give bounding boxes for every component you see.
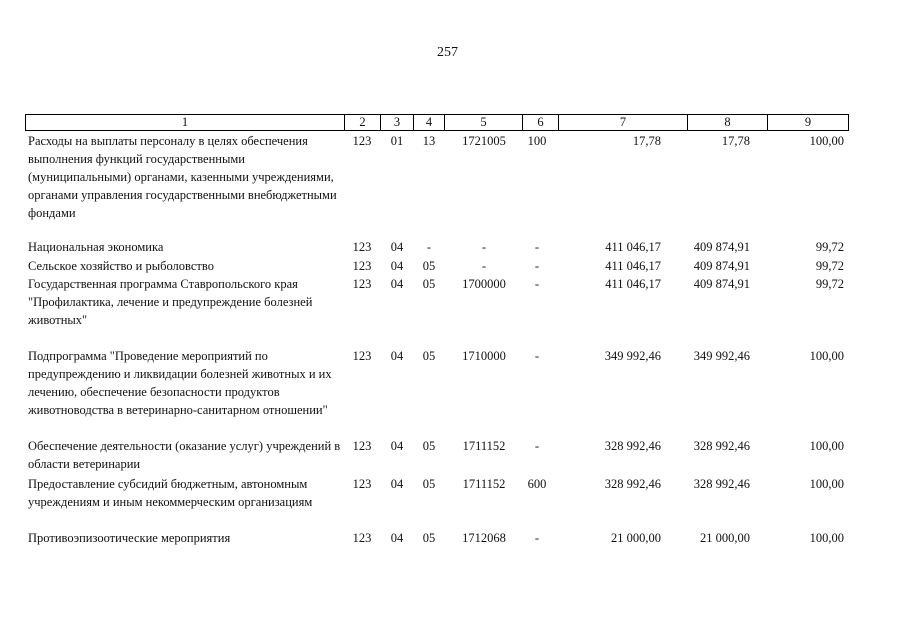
row-code-ministry: 123 [352, 477, 372, 491]
row-value-percent: 100,00 [809, 477, 844, 491]
column-header-7: 7 [558, 114, 688, 131]
row-code-section: 04 [390, 477, 404, 491]
row-name: Расходы на выплаты персоналу в целях обеспечения выполнения функций государственными (муниципальными) органами, казенными учреждениями, органами управления государственными внебюджетными фондами [28, 134, 337, 220]
row-name: Сельское хозяйство и рыболовство [28, 259, 214, 273]
row-code-subsection: 05 [422, 531, 436, 545]
row-value-percent: 99,72 [815, 240, 844, 254]
row-value-plan: 328 992,46 [604, 477, 661, 491]
row-value-actual: 17,78 [721, 134, 750, 148]
row-code-expense-type: - [534, 349, 540, 363]
row-code-ministry: 123 [352, 277, 372, 291]
row-code-subsection: 05 [422, 477, 436, 491]
row-value-plan: 21 000,00 [611, 531, 661, 545]
row-value-plan: 17,78 [632, 134, 661, 148]
row-code-section: 04 [390, 531, 404, 545]
row-value-percent: 100,00 [809, 134, 844, 148]
row-value-percent: 100,00 [809, 531, 844, 545]
row-code-section: 04 [390, 277, 404, 291]
column-header-2: 2 [344, 114, 381, 131]
row-name: Обеспечение деятельности (оказание услуг) учреждений в области ветеринарии [28, 439, 341, 471]
row-name: Предоставление субсидий бюджетным, автономным учреждениям и иным некоммерческим организациям [28, 477, 313, 509]
row-code-subsection: 13 [422, 134, 436, 148]
row-name: Национальная экономика [28, 240, 164, 254]
row-value-plan: 349 992,46 [604, 349, 661, 363]
row-code-expense-type: - [534, 240, 540, 254]
row-value-actual: 409 874,91 [693, 277, 750, 291]
row-code-subsection: - [426, 240, 432, 254]
row-code-target: 1711152 [462, 439, 506, 453]
row-code-target: 1711152 [462, 477, 506, 491]
row-value-percent: 100,00 [809, 439, 844, 453]
row-code-subsection: 05 [422, 277, 436, 291]
row-value-actual: 409 874,91 [693, 259, 750, 273]
row-code-target: 1710000 [462, 349, 506, 363]
row-code-target: 1700000 [462, 277, 506, 291]
row-code-expense-type: 100 [527, 134, 547, 148]
row-code-section: 01 [390, 134, 404, 148]
column-header-6: 6 [522, 114, 559, 131]
row-value-plan: 411 046,17 [605, 259, 661, 273]
row-code-target: - [481, 259, 487, 273]
row-code-subsection: 05 [422, 259, 436, 273]
row-name: Подпрограмма "Проведение мероприятий по предупреждению и ликвидации болезней животных и их лечению, обеспечение безопасности продуктов животноводства в ветеринарно-санитарном отношении" [28, 349, 332, 417]
row-name: Государственная программа Ставропольского края "Профилактика, лечение и предупреждение болезней животных" [28, 277, 313, 327]
table-header [25, 114, 849, 131]
row-code-ministry: 123 [352, 349, 372, 363]
row-code-section: 04 [390, 439, 404, 453]
row-value-percent: 99,72 [815, 259, 844, 273]
column-header-9: 9 [767, 114, 849, 131]
row-code-target: 1712068 [462, 531, 506, 545]
row-value-actual: 409 874,91 [693, 240, 750, 254]
row-code-expense-type: 600 [527, 477, 547, 491]
row-value-actual: 328 992,46 [693, 477, 750, 491]
row-code-section: 04 [390, 349, 404, 363]
row-code-section: 04 [390, 259, 404, 273]
column-header-1: 1 [25, 114, 345, 131]
row-code-ministry: 123 [352, 531, 372, 545]
row-code-expense-type: - [534, 277, 540, 291]
row-value-plan: 411 046,17 [605, 240, 661, 254]
row-value-actual: 21 000,00 [700, 531, 750, 545]
page-number: 257 [437, 45, 458, 60]
row-code-ministry: 123 [352, 259, 372, 273]
row-code-subsection: 05 [422, 439, 436, 453]
row-code-ministry: 123 [352, 134, 372, 148]
column-header-3: 3 [380, 114, 414, 131]
column-header-8: 8 [687, 114, 768, 131]
row-code-ministry: 123 [352, 240, 372, 254]
row-value-plan: 411 046,17 [605, 277, 661, 291]
row-code-subsection: 05 [422, 349, 436, 363]
row-value-actual: 349 992,46 [693, 349, 750, 363]
row-code-expense-type: - [534, 259, 540, 273]
column-header-5: 5 [444, 114, 523, 131]
row-value-plan: 328 992,46 [604, 439, 661, 453]
row-code-ministry: 123 [352, 439, 372, 453]
row-code-section: 04 [390, 240, 404, 254]
column-header-4: 4 [413, 114, 445, 131]
row-code-expense-type: - [534, 439, 540, 453]
row-value-percent: 99,72 [815, 277, 844, 291]
row-code-expense-type: - [534, 531, 540, 545]
row-value-percent: 100,00 [809, 349, 844, 363]
row-code-target: - [481, 240, 487, 254]
row-code-target: 1721005 [462, 134, 506, 148]
row-name: Противоэпизоотические мероприятия [28, 531, 231, 545]
row-value-actual: 328 992,46 [693, 439, 750, 453]
